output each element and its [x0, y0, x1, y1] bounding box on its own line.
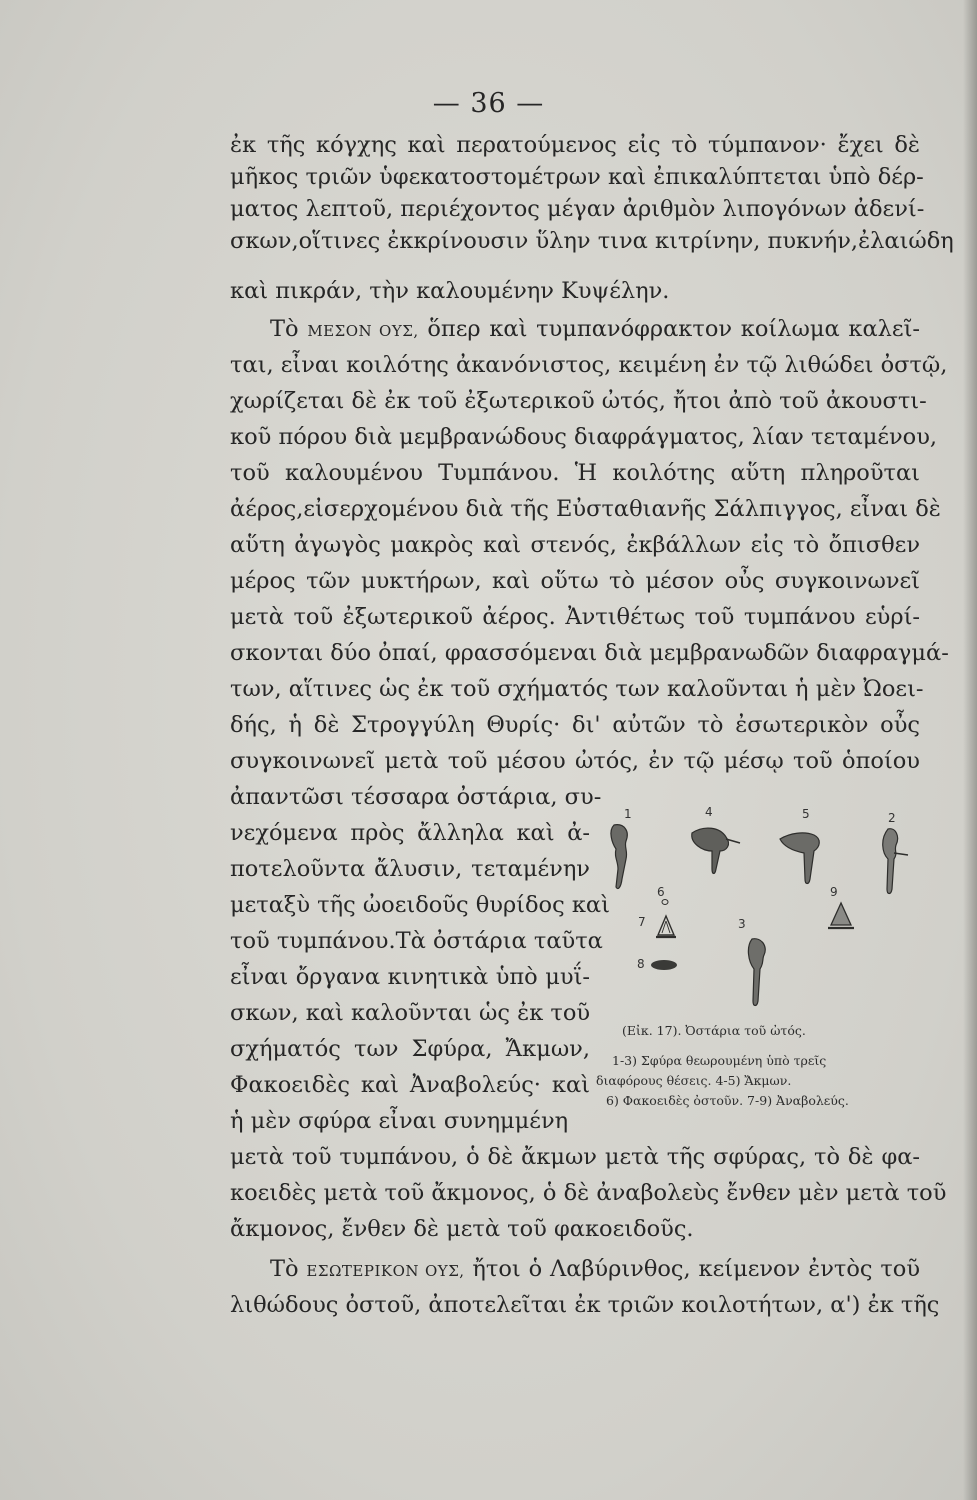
text-line: ματος λεπτοῦ, περιέχοντος μέγαν ἀριθμὸν λιπογόνων ἀδενί- — [230, 196, 925, 222]
text-line: σκονται δύο ὀπαί, φρασσόμεναι διὰ μεμβρανωδῶν διαφραγμά- — [230, 640, 949, 666]
figure-number-label: 9 — [830, 885, 838, 899]
text-line: μέρος τῶν μυκτήρων, καὶ οὕτω τὸ μέσον οὖς συγκοινωνεῖ — [230, 568, 920, 594]
text-line: μετὰ τοῦ τυμπάνου, ὁ δὲ ἄκμων μετὰ τῆς σφύρας, τὸ δὲ φα- — [230, 1144, 920, 1170]
text-line: ποτελοῦντα ἄλυσιν, τεταμένην — [230, 856, 590, 882]
malleus-drawing — [604, 817, 640, 897]
text-line: ἀπαντῶσι τέσσαρα ὀστάρια, συ- — [230, 784, 602, 810]
text-line: τοῦ καλουμένου Τυμπάνου. Ἡ κοιλότης αὕτη πληροῦται — [230, 460, 920, 486]
text-line: συγκοινωνεῖ μετὰ τοῦ μέσου ὠτός, ἐν τῷ μέσῳ τοῦ ὁποίου — [230, 748, 920, 774]
section-text: ἤτοι ὁ Λαβύρινθος, κείμενον ἐντὸς τοῦ — [472, 1256, 920, 1282]
figure-number-label: 3 — [738, 917, 746, 931]
figure-number-label: 8 — [637, 957, 645, 971]
text-line: των, αἵτινες ὡς ἐκ τοῦ σχήματός των καλοῦνται ἡ μὲν Ὠοει- — [230, 676, 924, 702]
text-line: κοῦ πόρου διὰ μεμβρανώδους διαφράγματος, λίαν τεταμένου, — [230, 424, 938, 450]
figure-caption-line: διαφόρους θέσεις. 4-5) Ἄκμων. — [596, 1073, 792, 1088]
section-lead: Τὸ — [270, 316, 299, 342]
page-edge-shadow — [963, 0, 977, 1500]
text-line: λιθώδους ὀστοῦ, ἀποτελεῖται ἐκ τριῶν κοιλοτήτων, α') ἐκ τῆς — [230, 1292, 940, 1318]
figure-caption-title: (Εἰκ. 17). Ὀστάρια τοῦ ὠτός. — [622, 1023, 806, 1038]
text-line: μῆκος τριῶν ὑφεκατοστομέτρων καὶ ἐπικαλύπτεται ὑπὸ δέρ- — [230, 164, 924, 190]
figure-number-label: 5 — [802, 807, 810, 821]
text-line: ἀέρος,εἰσερχομένου διὰ τῆς Εὐσταθιανῆς Σάλπιγγος, εἶναι δὲ — [230, 496, 941, 522]
text-line: μετὰ τοῦ ἐξωτερικοῦ ἀέρος. Ἀντιθέτως τοῦ τυμπάνου εὑρί- — [230, 604, 920, 630]
malleus-front-drawing — [872, 823, 912, 901]
text-line: δής, ἡ δὲ Στρογγύλη Θυρίς· δι' αὐτῶν τὸ ἐσωτερικὸν οὖς — [230, 712, 920, 738]
text-line: εἶναι ὄργανα κινητικὰ ὑπὸ μυΐ- — [230, 964, 590, 990]
page-number: — 36 — — [432, 88, 545, 119]
figure-caption-line: 6) Φακοειδὲς ὀστοῦν. 7-9) Ἀναβολεύς. — [606, 1093, 849, 1108]
section-heading-middle-ear — [270, 314, 920, 346]
figure-number-label: 4 — [705, 805, 713, 819]
malleus-third-view-drawing — [740, 933, 774, 1015]
figure-number-label: 6 — [657, 885, 665, 899]
section-heading-inner-ear — [270, 1254, 920, 1286]
stapes-side-drawing — [824, 899, 858, 933]
text-line: Φακοειδὲς καὶ Ἀναβολεύς· καὶ — [230, 1072, 590, 1098]
text-line: καὶ πικράν, τὴν καλουμένην Κυψέλην. — [230, 278, 670, 304]
text-line: ἄκμονος, ἔνθεν δὲ μετὰ τοῦ φακοειδοῦς. — [230, 1216, 694, 1242]
section-lead: Τὸ — [270, 1256, 299, 1282]
text-line: σκων, καὶ καλοῦνται ὡς ἐκ τοῦ — [230, 1000, 591, 1026]
text-line: αὕτη ἀγωγὸς μακρὸς καὶ στενός, ἐκβάλλων εἰς τὸ ὄπισθεν — [230, 532, 920, 558]
text-line: κοειδὲς μετὰ τοῦ ἄκμονος, ὁ δὲ ἀναβολεὺς ἔνθεν μὲν μετὰ τοῦ — [230, 1180, 947, 1206]
lenticular-bone-drawing — [660, 897, 670, 907]
section-smallcaps-title: ΜΕΣΟΝ ΟΥΣ, — [307, 322, 419, 340]
text-line: ἡ μὲν σφύρα εἶναι συνημμένη — [230, 1108, 569, 1134]
text-line: ται, εἶναι κοιλότης ἀκανόνιστος, κειμένη ἐν τῷ λιθώδει ὀστῷ, — [230, 352, 948, 378]
figure-number-label: 7 — [638, 915, 646, 929]
text-line: νεχόμενα πρὸς ἄλληλα καὶ ἀ- — [230, 820, 590, 846]
text-line: χωρίζεται δὲ ἐκ τοῦ ἐξωτερικοῦ ὠτός, ἤτοι ἀπὸ τοῦ ἀκουστι- — [230, 388, 927, 414]
section-text: ὅπερ καὶ τυμπανόφρακτον κοίλωμα καλεῖ- — [427, 316, 920, 342]
stapes-drawing — [652, 913, 680, 941]
incus-drawing — [686, 821, 746, 881]
stapes-footplate-drawing — [648, 957, 680, 973]
figure-caption-line: 1-3) Σφύρα θεωρουμένη ὑπὸ τρεῖς — [612, 1053, 827, 1068]
figure-number-label: 2 — [888, 811, 896, 825]
text-line: ἐκ τῆς κόγχης καὶ περατούμενος εἰς τὸ τύμπανον· ἔχει δὲ — [230, 132, 920, 158]
text-line: τοῦ τυμπάνου.Τὰ ὀστάρια ταῦτα — [230, 928, 603, 954]
text-line: σχήματός των Σφύρα, Ἄκμων, — [230, 1036, 590, 1062]
incus-view-drawing — [774, 823, 834, 893]
figure-number-label: 1 — [624, 807, 632, 821]
text-line: μεταξὺ τῆς ὠοειδοῦς θυρίδος καὶ — [230, 892, 610, 918]
text-line: σκων,οἵτινες ἐκκρίνουσιν ὕλην τινα κιτρίνην, πυκνήν,ἐλαιώδη — [230, 228, 954, 254]
section-smallcaps-title: ΕΣΩΤΕΡΙΚΟΝ ΟΥΣ, — [306, 1262, 465, 1280]
